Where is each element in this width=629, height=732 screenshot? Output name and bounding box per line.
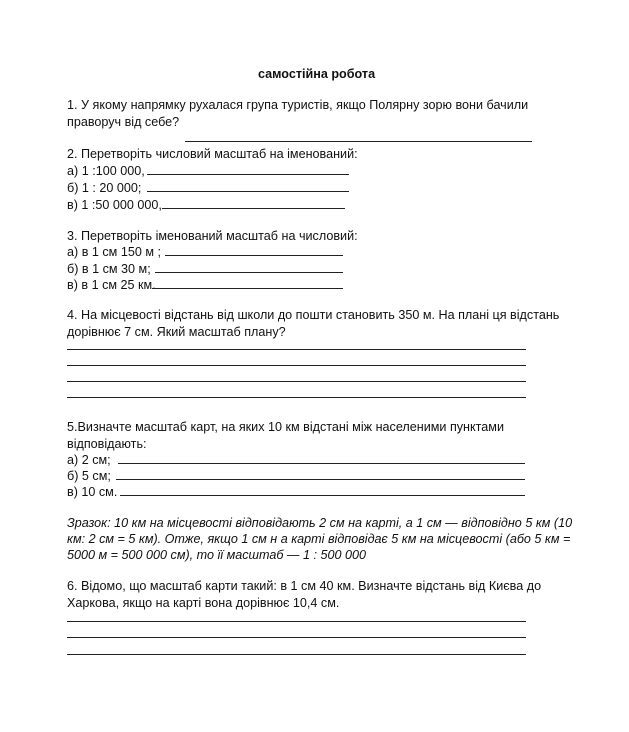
answer-line[interactable] bbox=[147, 174, 349, 175]
question-5-line-2: відповідають: bbox=[67, 437, 147, 451]
example-line-1: Зразок: 10 км на місцевості відповідають 2 см на карті, а 1 см — відповідно 5 км (10 bbox=[67, 516, 573, 530]
question-5-item-a: а) 2 см; bbox=[67, 453, 111, 467]
question-6-line-1: 6. Відомо, що масштаб карти такий: в 1 см 40 км. Визначте відстань від Києва до bbox=[67, 579, 542, 593]
example-line-2: км: 2 см = 5 км). Отже, якщо 1 см н а карті відповідає 5 км на місцевості (або 5 км = bbox=[67, 532, 571, 546]
question-5-item-c: в) 10 см. bbox=[67, 485, 118, 499]
answer-line[interactable] bbox=[185, 141, 532, 142]
question-1-line-2: праворуч від себе? bbox=[67, 115, 180, 129]
question-3-item-a: а) в 1 см 150 м ; bbox=[67, 245, 162, 259]
answer-line[interactable] bbox=[120, 495, 525, 496]
question-3-item-c: в) в 1 см 25 км. bbox=[67, 278, 156, 292]
answer-line[interactable] bbox=[67, 621, 526, 622]
answer-line[interactable] bbox=[67, 654, 526, 655]
question-4-line-1: 4. На місцевості відстань від школи до пошти становить 350 м. На плані ця відстань bbox=[67, 308, 560, 322]
question-1-line-1: 1. У якому напрямку рухалася група туристів, якщо Полярну зорю вони бачили bbox=[67, 98, 529, 112]
answer-line[interactable] bbox=[155, 272, 343, 273]
question-5-item-b: б) 5 см; bbox=[67, 469, 111, 483]
answer-line[interactable] bbox=[162, 208, 345, 209]
question-6-line-2: Харкова, якщо на карті вона дорівнює 10,4 см. bbox=[67, 596, 340, 610]
answer-line[interactable] bbox=[116, 479, 525, 480]
answer-line[interactable] bbox=[67, 397, 526, 398]
question-3-item-b: б) в 1 см 30 м; bbox=[67, 262, 151, 276]
question-2-item-a: а) 1 :100 000, bbox=[67, 164, 145, 178]
answer-line[interactable] bbox=[118, 463, 525, 464]
example-line-3: 5000 м = 500 000 см), то її масштаб — 1 : 500 000 bbox=[67, 548, 367, 562]
question-4-line-2: дорівнює 7 см. Який масштаб плану? bbox=[67, 325, 286, 339]
question-2-item-c: в) 1 :50 000 000, bbox=[67, 198, 162, 212]
answer-line[interactable] bbox=[67, 365, 526, 366]
answer-line[interactable] bbox=[67, 349, 526, 350]
answer-line[interactable] bbox=[67, 637, 526, 638]
answer-line[interactable] bbox=[67, 381, 526, 382]
question-2-heading: 2. Перетворіть числовий масштаб на іменований: bbox=[67, 147, 358, 161]
question-3-heading: 3. Перетворіть іменований масштаб на числовий: bbox=[67, 229, 358, 243]
answer-line[interactable] bbox=[152, 288, 343, 289]
question-2-item-b: б) 1 : 20 000; bbox=[67, 181, 142, 195]
answer-line[interactable] bbox=[165, 255, 343, 256]
page-title: самостійна робота bbox=[258, 67, 376, 81]
question-5-line-1: 5.Визначте масштаб карт, на яких 10 км відстані між населеними пунктами bbox=[67, 420, 504, 434]
answer-line[interactable] bbox=[147, 191, 349, 192]
